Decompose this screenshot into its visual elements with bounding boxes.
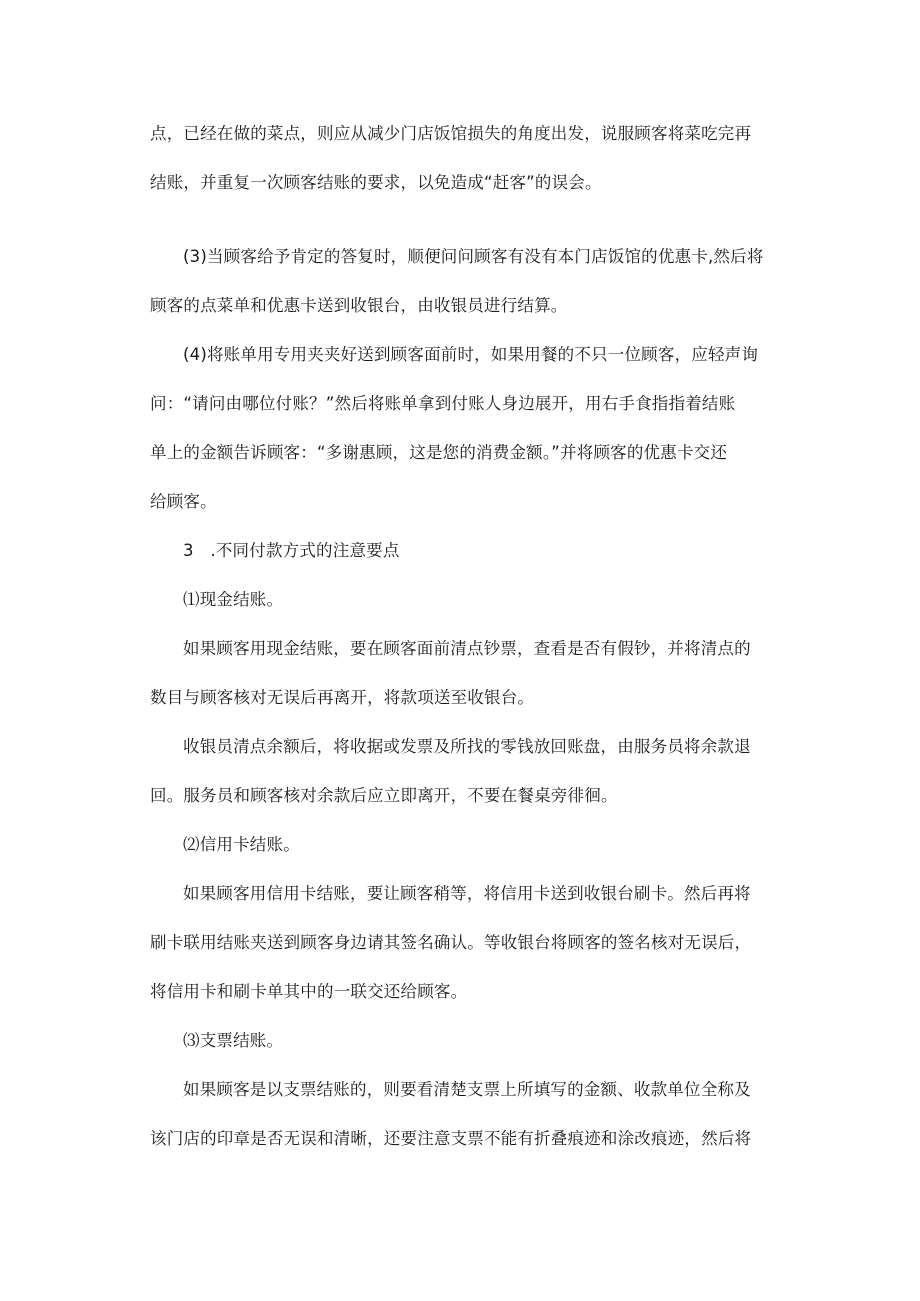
text-line-20: 如果顾客是以支票结账的，则要看清楚支票上所填写的金额、收款单位全称及 [183,1080,751,1099]
text-line-18: 将信用卡和刷卡单其中的一联交还给顾客。 [150,982,468,1001]
text-line-6: 问：“请问由哪位付账？”然后将账单拿到付账人身边展开，用右手食指指着结账 [150,394,736,413]
text-line-13: 收银员清点余额后，将收据或发票及所找的零钱放回账盘，由服务员将余款退 [183,737,751,756]
text-line-2: 结账，并重复一次顾客结账的要求，以免造成“赶客”的误会。 [150,173,602,192]
subheading-cash: ⑴现金结账。 [183,590,284,609]
text-line-17: 刷卡联用结账夹送到顾客身边请其签名确认。等收银台将顾客的签名核对无误后， [150,933,752,952]
text-line-16: 如果顾客用信用卡结账，要让顾客稍等，将信用卡送到收银台刷卡。然后再将 [183,884,751,903]
text-line-5: (4)将账单用专用夹夹好送到顾客面前时，如果用餐的不只一位顾客，应轻声询 [183,345,759,364]
text-line-21: 该门店的印章是否无误和清晰，还要注意支票不能有折叠痕迹和涂改痕迹，然后将 [150,1129,752,1148]
text-line-11: 如果顾客用现金结账，要在顾客面前清点钞票，查看是否有假钞，并将清点的 [183,639,751,658]
text-line-7: 单上的金额告诉顾客：“多谢惠顾，这是您的消费金额。”并将顾客的优惠卡交还 [150,443,728,462]
text-line-4: 顾客的点菜单和优惠卡送到收银台，由收银员进行结算。 [150,296,568,315]
text-line-14: 回。服务员和顾客核对余款后应立即离开，不要在餐桌旁徘徊。 [150,786,618,805]
section-heading: 3 .不同付款方式的注意要点 [183,541,400,560]
subheading-cheque: ⑶支票结账。 [183,1031,284,1050]
text-line-3: (3)当顾客给予肯定的答复时，顺便问问顾客有没有本门店饭馆的优惠卡,然后将 [183,247,764,266]
subheading-credit-card: ⑵信用卡结账。 [183,835,300,854]
text-line-12: 数目与顾客核对无误后再离开，将款项送至收银台。 [150,688,535,707]
text-line-8: 给顾客。 [150,492,217,511]
text-line-1: 点，已经在做的菜点，则应从减少门店饭馆损失的角度出发，说服顾客将菜吃完再 [150,124,752,143]
